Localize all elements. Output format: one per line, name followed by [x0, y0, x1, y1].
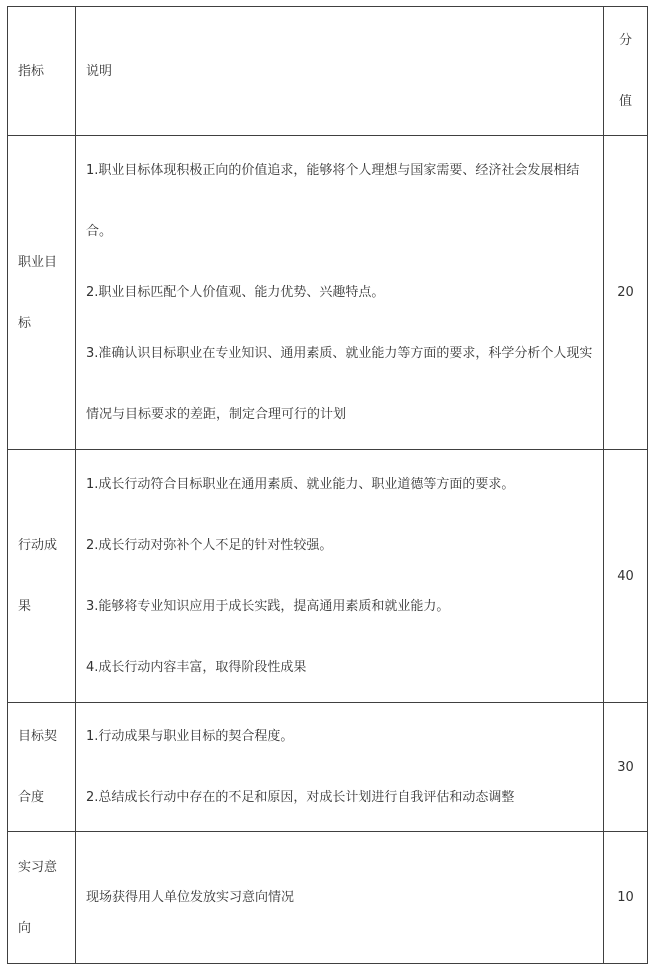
- indicator-cell: 行动成果: [8, 450, 76, 703]
- description-point: 4.成长行动内容丰富，取得阶段性成果: [86, 660, 307, 675]
- score-cell: 30: [604, 703, 648, 832]
- description-point: 现场获得用人单位发放实习意向情况: [86, 890, 295, 905]
- table-row-internship-intent: [8, 832, 648, 964]
- header-description: 说明: [76, 7, 604, 136]
- score-cell: 10: [604, 832, 648, 964]
- description-cell: [76, 136, 604, 450]
- table-row-career-goal: [8, 136, 648, 450]
- description-point: 3.准确认识目标职业在专业知识、通用素质、就业能力等方面的要求，科学分析个人现实情况与目标要求的差距，制定合理可行的计划: [86, 346, 593, 422]
- table-row-action-results: [8, 450, 648, 703]
- indicator-cell: 职业目标: [8, 136, 76, 450]
- description-cell: [76, 703, 604, 832]
- table-row-goal-fit: [8, 703, 648, 832]
- description-point: 2.成长行动对弥补个人不足的针对性较强。: [86, 538, 333, 553]
- description-point: 3.能够将专业知识应用于成长实践，提高通用素质和就业能力。: [86, 599, 450, 614]
- table-header-row: [8, 7, 648, 136]
- indicator-cell: 目标契合度: [8, 703, 76, 832]
- header-score: 分值: [604, 7, 648, 136]
- indicator-cell: 实习意向: [8, 832, 76, 964]
- description-cell: [76, 450, 604, 703]
- description-point: 2.总结成长行动中存在的不足和原因，对成长计划进行自我评估和动态调整: [86, 790, 515, 805]
- description-point: 1.行动成果与职业目标的契合程度。: [86, 729, 294, 744]
- description-point: 1.职业目标体现积极正向的价值追求，能够将个人理想与国家需要、经济社会发展相结合。: [86, 163, 580, 239]
- header-indicator: 指标: [8, 7, 76, 136]
- description-cell: [76, 832, 604, 964]
- description-point: 1.成长行动符合目标职业在通用素质、就业能力、职业道德等方面的要求。: [86, 477, 515, 492]
- scoring-criteria-table: [7, 6, 648, 964]
- score-cell: 20: [604, 136, 648, 450]
- description-point: 2.职业目标匹配个人价值观、能力优势、兴趣特点。: [86, 285, 385, 300]
- score-cell: 40: [604, 450, 648, 703]
